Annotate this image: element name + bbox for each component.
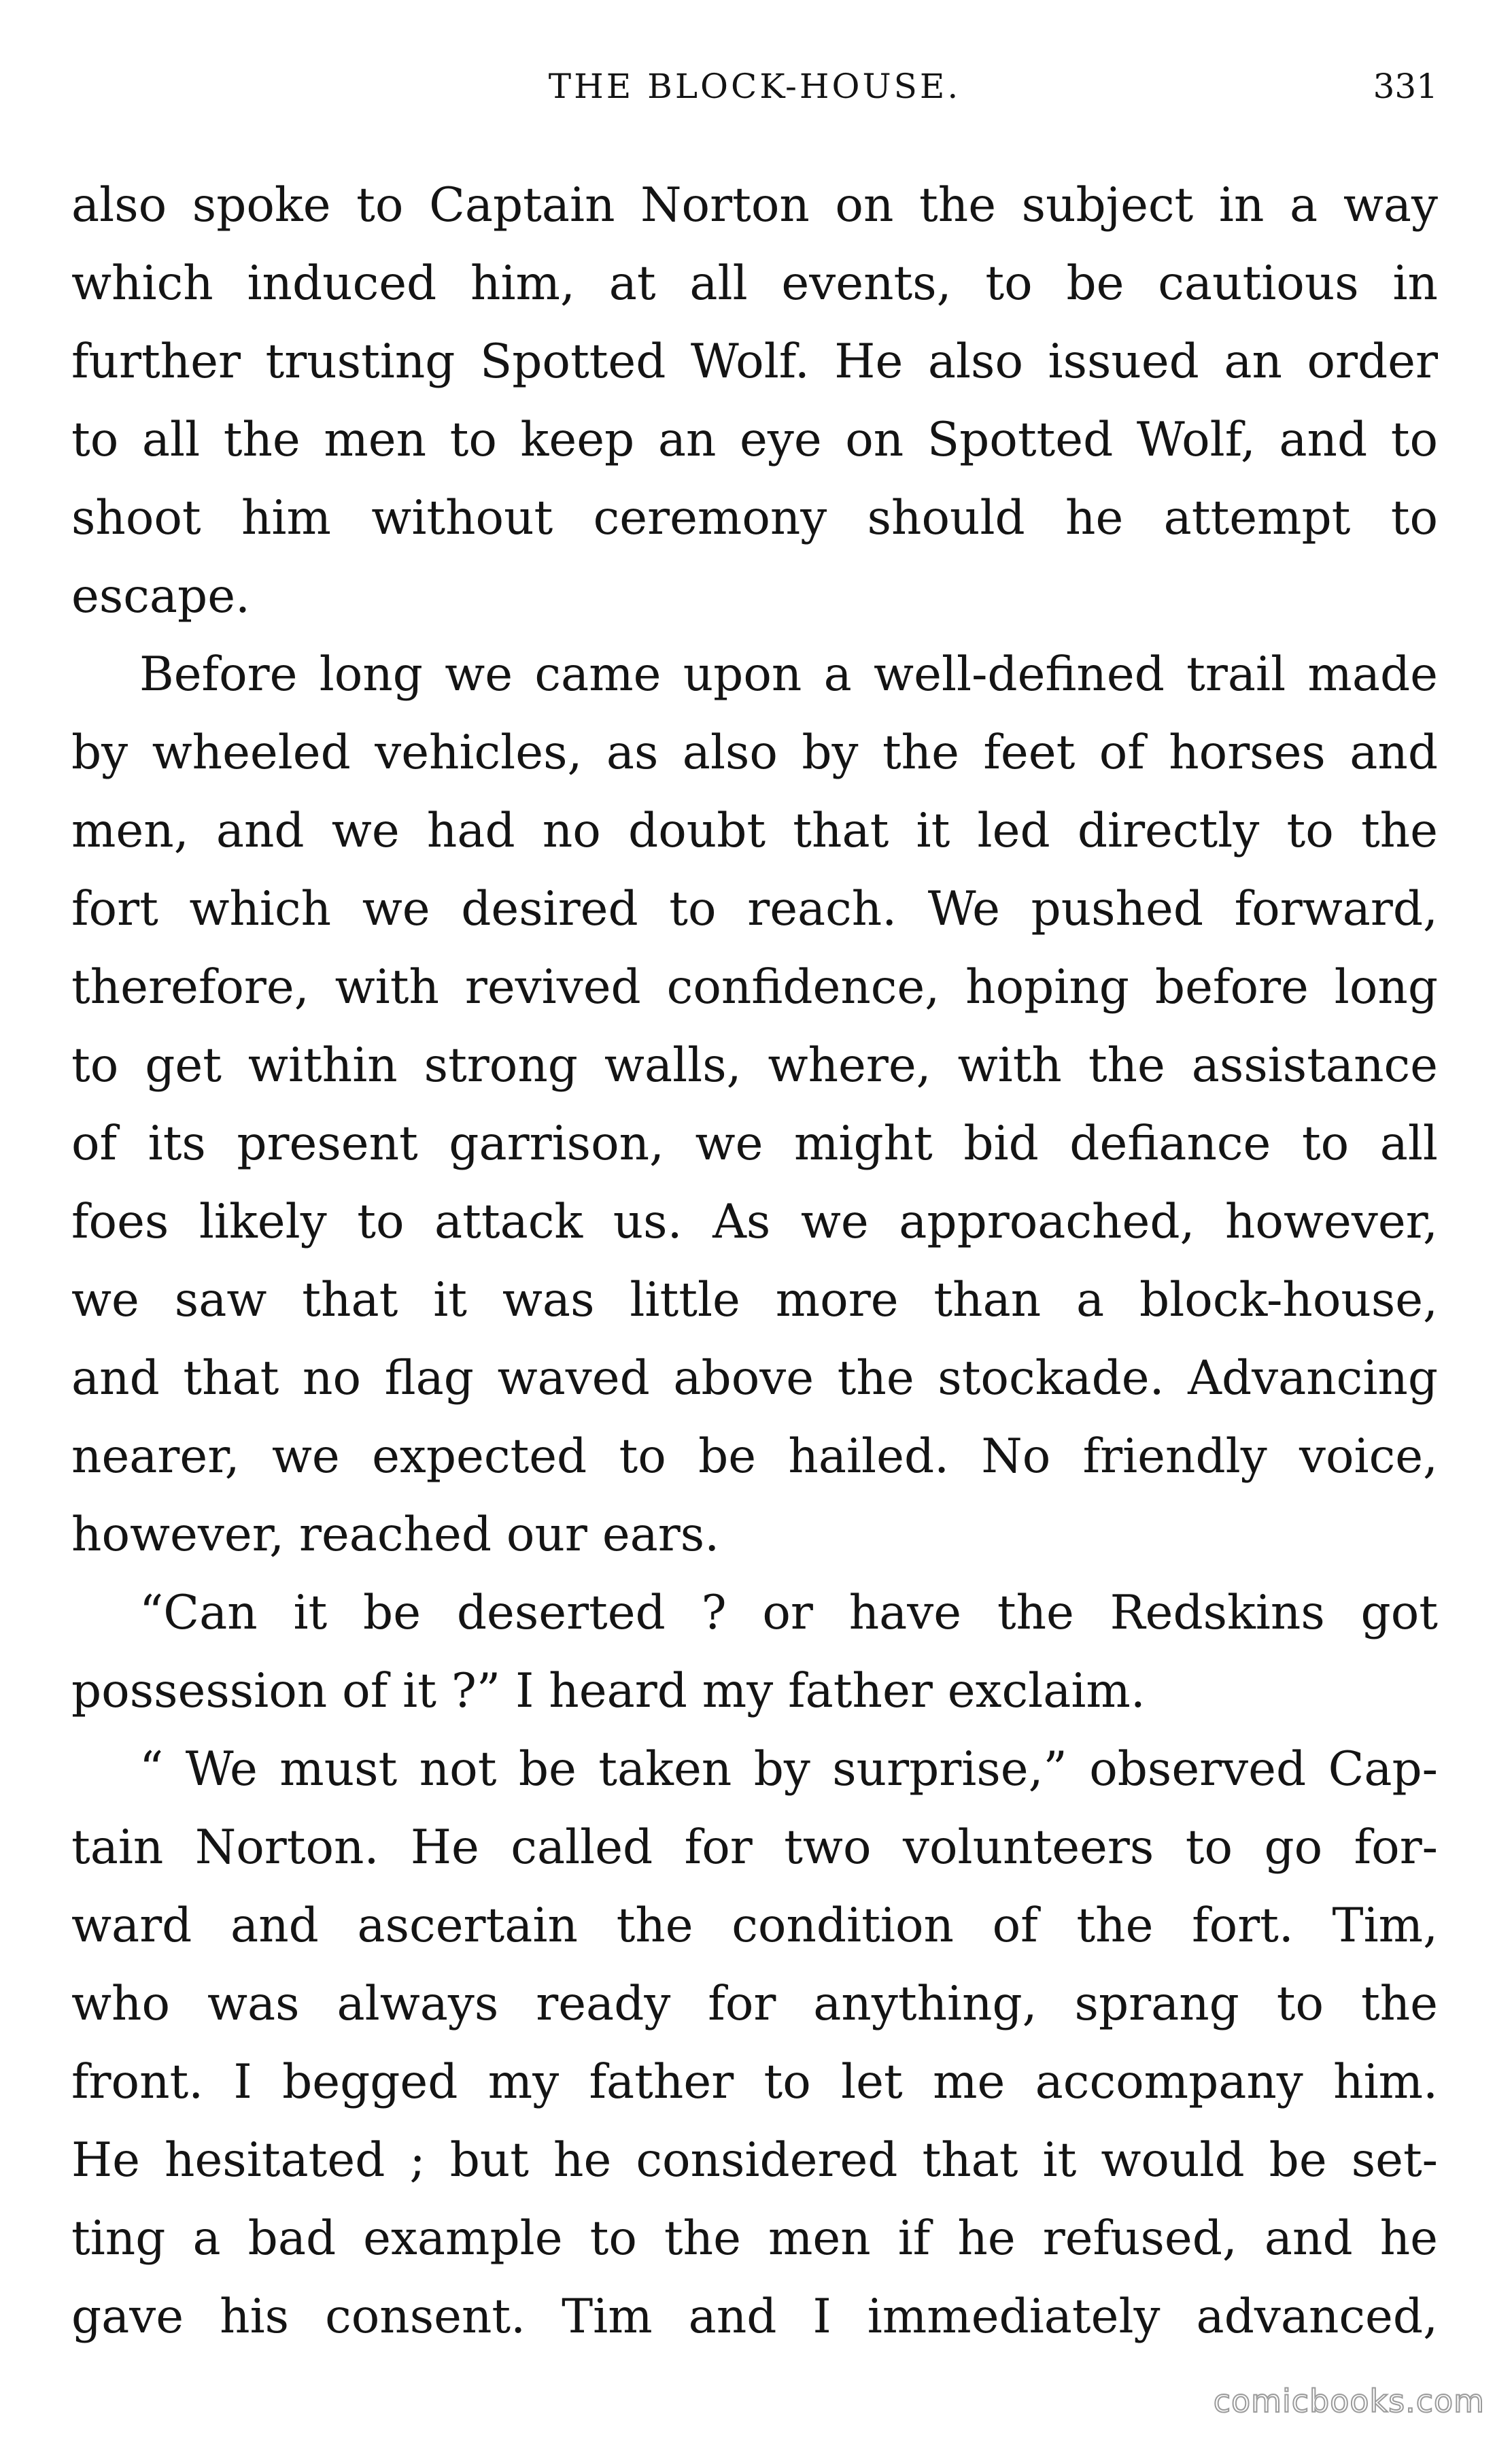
text-line: ward and ascertain the condition of the fort. Tim, (71, 1899, 1438, 1953)
text-line: of its present garrison, we might bid defiance to all (71, 1117, 1438, 1171)
text-line: front. I begged my father to let me accompany him. (71, 2055, 1438, 2109)
running-title: THE BLOCK-HOUSE. (548, 67, 961, 106)
text-line: by wheeled vehicles, as also by the feet of horses and (71, 726, 1438, 780)
page-number: 331 (1373, 67, 1438, 106)
body-text (71, 167, 1438, 2356)
text-line: foes likely to attack us. As we approached, however, (71, 1195, 1438, 1249)
running-header (71, 63, 1438, 110)
text-line: we saw that it was little more than a block-house, (71, 1273, 1438, 1327)
text-line: which induced him, at all events, to be cautious in (71, 256, 1438, 311)
text-line: He hesitated ; but he considered that it would be set- (71, 2133, 1438, 2188)
text-line: gave his consent. Tim and I immediately advanced, (71, 2290, 1438, 2344)
text-line: further trusting Spotted Wolf. He also issued an order (71, 335, 1438, 389)
text-line: who was always ready for anything, sprang to the (71, 1977, 1438, 2031)
text-line: and that no flag waved above the stockade. Advancing (71, 1351, 1438, 1406)
paragraph-start-line: “Can it be deserted ? or have the Redskins got (139, 1586, 1438, 1640)
paragraph-end-line: escape. (71, 569, 250, 624)
text-line: also spoke to Captain Norton on the subject in a way (71, 178, 1438, 233)
paragraph-start-line: Before long we came upon a well-defined trail made (139, 647, 1438, 702)
text-line: fort which we desired to reach. We pushed forward, (71, 882, 1438, 936)
text-line: nearer, we expected to be hailed. No friendly voice, (71, 1429, 1438, 1484)
watermark-logo: comicbooks.com (1213, 2383, 1485, 2419)
paragraph-end-line: possession of it ?” I heard my father exclaim. (71, 1664, 1146, 1718)
text-line: to get within strong walls, where, with the assistance (71, 1038, 1438, 1093)
text-line: men, and we had no doubt that it led directly to the (71, 804, 1438, 858)
paragraph-end-line: however, reached our ears. (71, 1508, 720, 1562)
text-line: therefore, with revived confidence, hoping before long (71, 960, 1438, 1015)
text-line: shoot him without ceremony should he attempt to (71, 491, 1438, 545)
paragraph-start-line: “ We must not be taken by surprise,” observed Cap- (139, 1742, 1438, 1797)
text-line: tain Norton. He called for two volunteers to go for- (71, 1820, 1438, 1875)
text-line: to all the men to keep an eye on Spotted Wolf, and to (71, 413, 1438, 467)
text-line: ting a bad example to the men if he refused, and he (71, 2211, 1438, 2266)
